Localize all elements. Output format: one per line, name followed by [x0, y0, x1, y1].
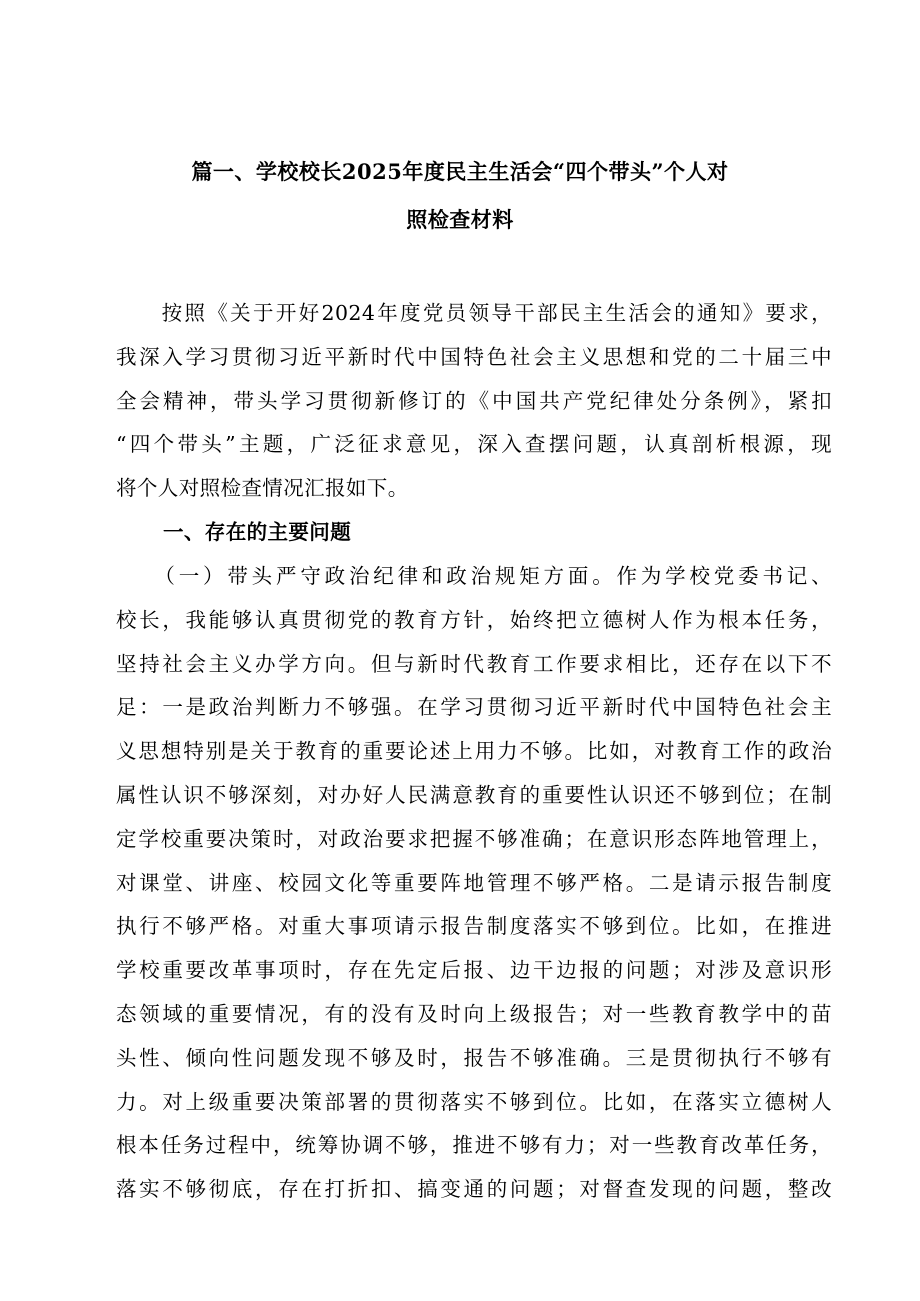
text-line: 坚持社会主义办学方向。但与新时代教育工作要求相比，还存在以下不: [116, 651, 832, 676]
text-line: 义思想特别是关于教育的重要论述上用力不够。比如，对教育工作的政治: [116, 739, 832, 764]
text-line: 执行不够严格。对重大事项请示报告制度落实不够到位。比如，在推进: [116, 914, 832, 939]
text-line: 按照《关于开好2024年度党员领导干部民主生活会的通知》要求，: [116, 301, 832, 325]
text-line: 属性认识不够深刻，对办好人民满意教育的重要性认识还不够到位；在制: [116, 782, 832, 807]
text-line: 落实不够彻底，存在打折扣、搞变通的问题；对督查发现的问题，整改: [116, 1177, 832, 1202]
text-line: 我深入学习贯彻习近平新时代中国特色社会主义思想和党的二十届三中: [116, 344, 832, 369]
section-heading: 一、存在的主要问题: [163, 520, 352, 544]
text-line: 力。对上级重要决策部署的贯彻落实不够到位。比如，在落实立德树人: [116, 1089, 832, 1114]
text-line: 学校重要改革事项时，存在先定后报、边干边报的问题；对涉及意识形: [116, 958, 832, 983]
intro-paragraph: [116, 292, 832, 511]
text-line: 全会精神，带头学习贯彻新修订的《中国共产党纪律处分条例》，紧扣: [116, 388, 832, 413]
text-line: “四个带头”主题，广泛征求意见，深入查摆问题，认真剖析根源，现: [116, 432, 832, 457]
text-line: 态领域的重要情况，有的没有及时向上级报告；对一些教育教学中的苗: [116, 1001, 832, 1026]
text-line: 足：一是政治判断力不够强。在学习贯彻习近平新时代中国特色社会主: [116, 695, 832, 720]
document-title-line-2: 照检查材料: [406, 207, 514, 232]
text-line: 对课堂、讲座、校园文化等重要阵地管理不够严格。二是请示报告制度: [116, 870, 832, 895]
text-line: 定学校重要决策时，对政治要求把握不够准确；在意识形态阵地管理上，: [116, 826, 832, 851]
text-line: 根本任务过程中，统筹协调不够，推进不够有力；对一些教育改革任务，: [116, 1133, 832, 1158]
body-paragraph-1: [116, 555, 832, 1212]
text-line: 校长，我能够认真贯彻党的教育方针，始终把立德树人作为根本任务，: [116, 607, 832, 632]
text-line: 将个人对照检查情况汇报如下。: [116, 476, 409, 501]
text-line: 头性、倾向性问题发现不够及时，报告不够准确。三是贯彻执行不够有: [116, 1045, 832, 1070]
document-title-line-1: 篇一、学校校长2025年度民主生活会“四个带头”个人对: [191, 159, 729, 184]
text-line: （一）带头严守政治纪律和政治规矩方面。作为学校党委书记、: [116, 564, 832, 588]
